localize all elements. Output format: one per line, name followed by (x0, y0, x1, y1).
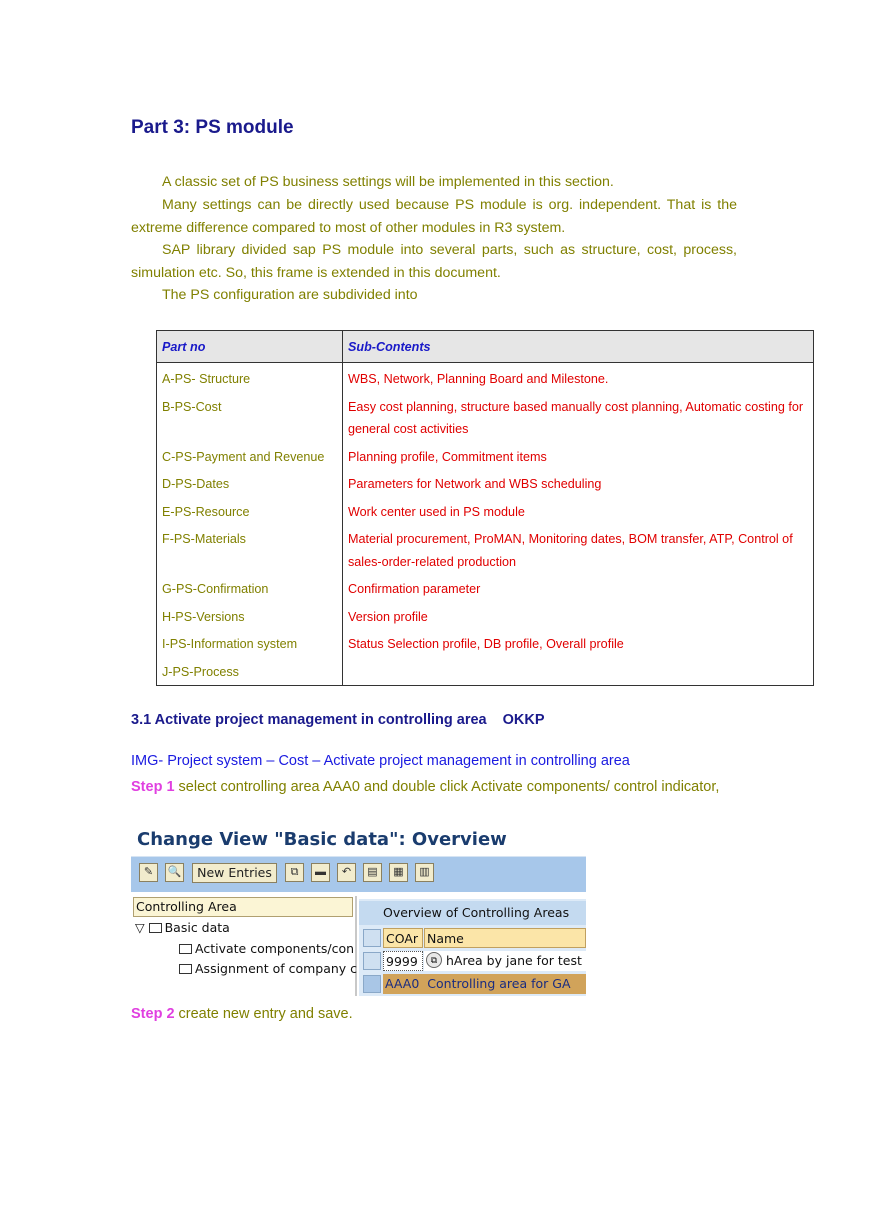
part-no-cell: H-PS-Versions (157, 603, 343, 631)
part-no-cell: B-PS-Cost (157, 393, 343, 443)
part-no-cell: D-PS-Dates (157, 470, 343, 498)
row-selector[interactable] (363, 952, 381, 970)
open-folder-icon (149, 923, 162, 933)
sub-contents-cell (343, 658, 814, 686)
overview-table (359, 899, 586, 996)
table-row (157, 525, 814, 575)
table-row-selected[interactable] (359, 973, 586, 995)
part-no-cell: G-PS-Confirmation (157, 575, 343, 603)
part-no-cell: C-PS-Payment and Revenue (157, 443, 343, 471)
tree-item-activate-components[interactable] (179, 941, 354, 956)
select-block-icon[interactable]: ▦ (389, 863, 408, 882)
transaction-code: OKKP (502, 712, 545, 728)
part-no-cell: E-PS-Resource (157, 498, 343, 526)
intro-paragraph-1: A classic set of PS business settings will be implemented in this section. (162, 174, 614, 190)
folder-icon (179, 964, 192, 974)
coar-cell[interactable]: 9999 (383, 951, 423, 971)
overview-title: Overview of Controlling Areas (359, 901, 586, 925)
tree-header: Controlling Area (133, 897, 353, 917)
step-2-label: Step 2 (131, 1006, 175, 1022)
overview-header-row (359, 927, 586, 949)
sap-toolbar (131, 856, 586, 892)
folder-icon (179, 944, 192, 954)
part-no-cell: F-PS-Materials (157, 525, 343, 575)
delete-icon[interactable]: ▬ (311, 863, 330, 882)
undo-icon[interactable]: ↶ (337, 863, 356, 882)
table-row (157, 393, 814, 443)
sap-screen-title: Change View "Basic data": Overview (137, 829, 507, 850)
row-selector[interactable] (363, 975, 381, 993)
sub-contents-cell: Easy cost planning, structure based manually cost planning, Automatic costing for general cost activities (348, 399, 804, 436)
display-icon[interactable]: 🔍 (165, 863, 184, 882)
new-entries-button[interactable]: New Entries (192, 863, 277, 883)
select-all-icon[interactable]: ▤ (363, 863, 382, 882)
intro-paragraph-4: The PS configuration are subdivided into (162, 287, 418, 303)
part-no-cell: A-PS- Structure (157, 363, 343, 393)
sub-contents-cell: Version profile (348, 609, 428, 624)
step-1-label: Step 1 (131, 779, 175, 795)
section-title: 3.1 Activate project management in controlling area (131, 712, 487, 728)
table-row (157, 630, 814, 658)
part-no-cell: J-PS-Process (157, 658, 343, 686)
intro-paragraph-3: SAP library divided sap PS module into several parts, such as structure, cost, process, simulation etc. So, this frame is extended in this document. (131, 242, 737, 281)
column-header-name[interactable]: Name (424, 928, 586, 948)
name-cell[interactable] (424, 951, 586, 971)
table-row (157, 470, 814, 498)
coar-cell: AAA0 (385, 976, 420, 991)
sub-contents-cell: Planning profile, Commitment items (348, 449, 547, 464)
table-row (157, 363, 814, 393)
expand-triangle-icon[interactable]: ▽ (135, 920, 145, 935)
sub-contents-cell: Material procurement, ProMAN, Monitoring dates, BOM transfer, ATP, Control of sales-order-related production (348, 532, 793, 569)
sub-contents-cell: WBS, Network, Planning Board and Milestone. (348, 372, 609, 386)
step-2 (131, 1003, 353, 1026)
table-row[interactable] (359, 950, 586, 972)
intro-paragraph-2: Many settings can be directly used because PS module is org. independent. That is the extreme difference compared to most of other modules in R3 system. (131, 197, 737, 236)
parts-table (156, 330, 814, 686)
value-help-icon[interactable]: ⧉ (426, 952, 442, 968)
column-header-part-no: Part no (157, 331, 343, 363)
name-cell: Controlling area for GA (427, 976, 571, 991)
deselect-all-icon[interactable]: ▥ (415, 863, 434, 882)
page-title: Part 3: PS module (131, 117, 294, 138)
sap-screenshot (131, 825, 586, 996)
sub-contents-cell: Work center used in PS module (348, 504, 525, 519)
tree-root-label: Basic data (164, 920, 230, 935)
step-2-text: create new entry and save. (174, 1006, 353, 1022)
step-1-text: select controlling area AAA0 and double click Activate components/ control indicator, (174, 779, 720, 795)
sub-contents-cell: Status Selection profile, DB profile, Overall profile (348, 637, 624, 651)
column-header-coar[interactable]: COAr (383, 928, 423, 948)
table-row (157, 575, 814, 603)
tree-item-assignment-company[interactable] (179, 961, 357, 976)
sub-contents-cell: Parameters for Network and WBS scheduling (348, 477, 602, 491)
copy-icon[interactable]: ⧉ (285, 863, 304, 882)
part-no-cell: I-PS-Information system (157, 630, 343, 658)
table-row (157, 443, 814, 471)
table-row (157, 603, 814, 631)
img-path: IMG- Project system – Cost – Activate project management in controlling area (131, 753, 630, 769)
tree-root-basic-data[interactable] (135, 920, 230, 935)
step-1 (131, 776, 737, 799)
column-header-sub-contents: Sub-Contents (343, 331, 814, 363)
section-heading (131, 712, 545, 728)
select-all-cell[interactable] (363, 929, 381, 947)
table-header-row (157, 331, 814, 363)
table-row (157, 658, 814, 686)
sub-contents-cell: Confirmation parameter (348, 582, 481, 596)
tree-item-label: Assignment of company c (195, 961, 358, 976)
tree-item-label: Activate components/con (195, 941, 355, 956)
table-row (157, 498, 814, 526)
change-display-icon[interactable]: ✎ (139, 863, 158, 882)
name-text: hArea by jane for test (446, 953, 582, 968)
dialog-structure-tree (131, 896, 357, 996)
selected-row-cells[interactable] (383, 974, 586, 994)
